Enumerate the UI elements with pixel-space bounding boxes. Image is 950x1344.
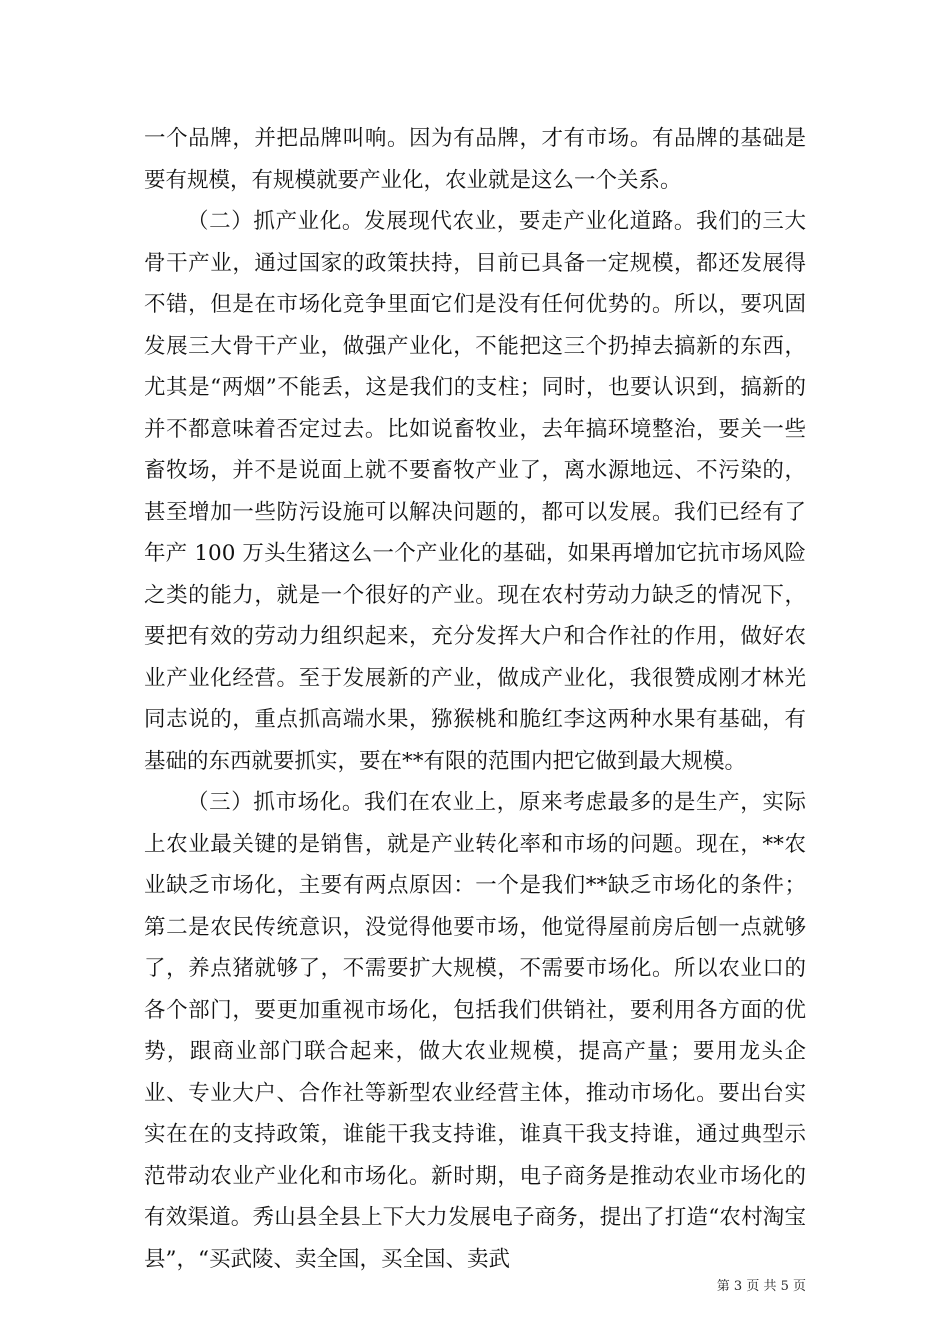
document-body bbox=[144, 118, 806, 1280]
page-number-footer: 第 3 页 共 5 页 bbox=[716, 1279, 806, 1294]
paragraph-marketization: （三）抓市场化。我们在农业上，原来考虑最多的是生产，实际上农业最关键的是销售，就是产业转化率和市场的问题。现在，**农业缺乏市场化，主要有两点原因：一个是我们**缺乏市场化的条件；第二是农民传统意识，没觉得他要市场，他觉得屋前房后刨一点就够了，养点猪就够了，不需要扩大规模，不需要市场化。所以农业口的各个部门，要更加重视市场化，包括我们供销社，要利用各方面的优势，跟商业部门联合起来，做大农业规模，提高产量；要用龙头企业、专业大户、合作社等新型农业经营主体，推动市场化。要出台实实在在的支持政策，谁能干我支持谁，谁真干我支持谁，通过典型示范带动农业产业化和市场化。新时期，电子商务是推动农业市场化的有效渠道。秀山县全县上下大力发展电子商务，提出了打造“农村淘宝县”，“买武陵、卖全国，买全国、卖武 bbox=[144, 790, 806, 1272]
paragraph-continuation: 一个品牌，并把品牌叫响。因为有品牌，才有市场。有品牌的基础是要有规模，有规模就要产业化，农业就是这么一个关系。 bbox=[144, 126, 806, 193]
paragraph-industrialization: （二）抓产业化。发展现代农业，要走产业化道路。我们的三大骨干产业，通过国家的政策扶持，目前已具备一定规模，都还发展得不错，但是在市场化竞争里面它们是没有任何优势的。所以，要巩固发展三大骨干产业，做强产业化，不能把这三个扔掉去搞新的东西，尤其是“两烟”不能丢，这是我们的支柱；同时，也要认识到，搞新的并不都意味着否定过去。比如说畜牧业，去年搞环境整治，要关一些畜牧场，并不是说面上就不要畜牧产业了，离水源地远、不污染的，甚至增加一些防污设施可以解决问题的，都可以发展。我们已经有了年产 100 万头生猪这么一个产业化的基础，如果再增加它抗市场风险之类的能力，就是一个很好的产业。现在农村劳动力缺乏的情况下，要把有效的劳动力组织起来，充分发挥大户和合作社的作用，做好农业产业化经营。至于发展新的产业，做成产业化，我很赞成刚才林光同志说的，重点抓高端水果，猕猴桃和脆红李这两种水果有基础，有基础的东西就要抓实，要在**有限的范围内把它做到最大规模。 bbox=[144, 209, 806, 774]
